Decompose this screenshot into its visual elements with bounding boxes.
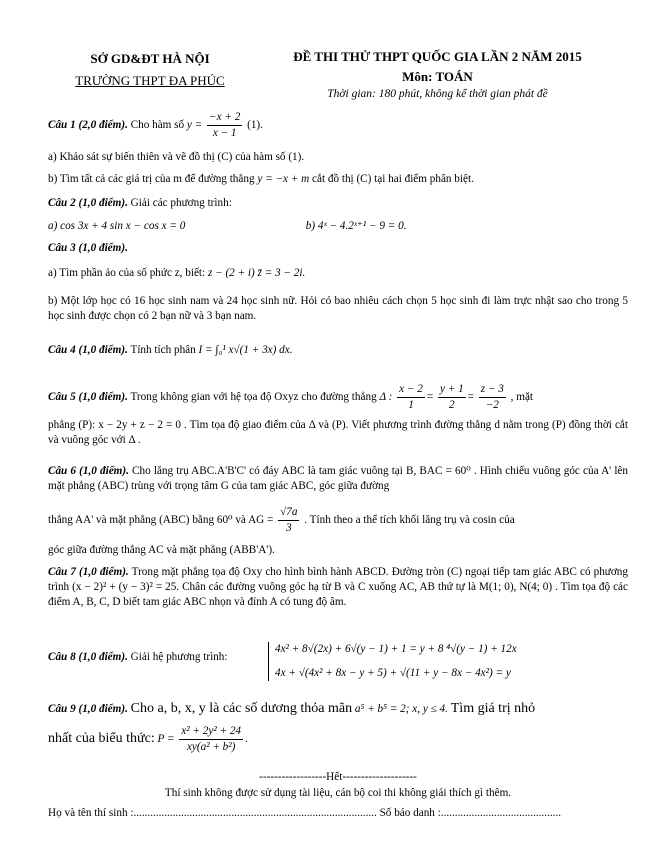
q1-b-math: y = −x + m xyxy=(257,173,310,185)
q6-ag-num: √7a xyxy=(278,505,299,521)
candidate-info xyxy=(48,806,628,821)
q6-text2-pre: thẳng AA' và mặt phẳng (ABC) bằng 60⁰ và AG = xyxy=(48,514,274,527)
question-2 xyxy=(48,196,628,211)
q9-label: Câu 9 (1,0 điểm). xyxy=(48,703,128,715)
q2-parts xyxy=(48,219,628,234)
q7-text: Trong mặt phẳng tọa độ Oxy cho hình bình hành ABCD. Đường tròn (C) ngoại tiếp tam giác ABC có phương trình (x − 2)² + (y − 3)² = 25. Chân các đường vuông góc hạ từ B và C xuống AC, AB thứ tự là M(1; 0), N(4; 0) . Tìm tọa độ các điểm A, B, C, D biết tam giác ABC nhọn và đỉnh A có tung độ âm. xyxy=(48,566,628,609)
q5-f3-num: z − 3 xyxy=(479,382,506,398)
q1-func-denominator: x − 1 xyxy=(212,127,237,140)
q6-ag-fraction xyxy=(278,505,299,536)
q2-part-a: a) cos 3x + 4 sin x − cos x = 0 xyxy=(48,220,186,232)
q2-part-b: b) 4ˣ − 4.2ˣ⁺¹ − 9 = 0. xyxy=(305,220,407,232)
q3-part-b: b) Một lớp học có 16 học sinh nam và 24 học sinh nữ. Hỏi có bao nhiêu cách chọn 5 học sinh đi làm trực nhật sao cho trong 5 học sinh được chọn có 2 bạn nữ và 3 bạn nam. xyxy=(48,295,628,323)
q5-f1-den: 1 xyxy=(408,399,414,412)
department-name: SỞ GD&ĐT HÀ NỘI xyxy=(90,51,210,66)
q9-p-num: x² + 2y² + 24 xyxy=(179,724,243,740)
q5-f2-den: 2 xyxy=(449,399,455,412)
question-4 xyxy=(48,343,628,358)
q6-text3: góc giữa đường thẳng AC và mặt phẳng (ABB'A'). xyxy=(48,544,275,556)
q5-text3: phẳng (P): x − 2y + z − 2 = 0 . Tìm tọa độ giao điểm của Δ và (P). Viết phương trình đường thẳng d nằm trong (P) đồng thời cắt và vuông góc với Δ . xyxy=(48,419,628,447)
q5-text2: , mặt xyxy=(510,391,534,404)
q8-label: Câu 8 (1,0 điểm). xyxy=(48,651,128,663)
q1-func-lhs: y = xyxy=(186,119,203,132)
q4-math: I = ∫₀¹ x√(1 + 3x) dx. xyxy=(198,344,293,356)
q5-f2-num: y + 1 xyxy=(438,382,466,398)
subject: Môn: TOÁN xyxy=(402,68,473,84)
q6-ag-den: 3 xyxy=(286,522,292,535)
q6-line-2 xyxy=(48,505,628,536)
q8-eq2: 4x + √(4x² + 8x − y + 5) + √(11 + y − 8x − 4x²) = y xyxy=(275,667,511,680)
question-3 xyxy=(48,241,628,256)
q5-label: Câu 5 (1,0 điểm). xyxy=(48,391,128,404)
q3-label: Câu 3 (1,0 điểm). xyxy=(48,242,128,254)
header-right xyxy=(270,48,605,103)
question-1 xyxy=(48,110,628,141)
q1-part-a: a) Khảo sát sự biến thiên và vẽ đồ thị (C) của hàm số (1). xyxy=(48,151,305,163)
q4-label: Câu 4 (1,0 điểm). xyxy=(48,344,128,356)
time-note: Thời gian: 180 phút, không kể thời gian phát đề xyxy=(327,88,548,101)
question-7 xyxy=(48,565,628,610)
candidate-name-field: Họ và tên thí sinh :....................................................................................... xyxy=(48,807,377,819)
q5-fraction-3 xyxy=(479,382,506,413)
q1-b-post: cắt đồ thị (C) tại hai điểm phân biệt. xyxy=(312,173,474,185)
q1-func-fraction xyxy=(207,110,242,141)
q5-fraction-2 xyxy=(438,382,466,413)
q9-p-fraction xyxy=(179,724,243,755)
exam-title: ĐỀ THI THỬ THPT QUỐC GIA LẦN 2 NĂM 2015 xyxy=(293,49,582,64)
q1-part-b xyxy=(48,172,628,187)
q5-fraction-1 xyxy=(397,382,425,413)
q5-delta: Δ : xyxy=(379,391,393,404)
q1-tag: (1). xyxy=(247,119,263,132)
q9-text3: nhất của biểu thức: xyxy=(48,731,155,747)
question-5: Câu 5 (1,0 điểm). Trong không gian với hệ tọa độ Oxyz cho đường thẳng Δ : $\frac{x - 2}{1}$ = $\frac{y + 1}{2}$ = $\frac{z - 3}{-2}$ , mặt xyxy=(48,382,628,413)
q1-label: Câu 1 (2,0 điểm). xyxy=(48,119,128,132)
q9-p-den: xy(a² + b²) xyxy=(186,741,236,754)
q5-text1: Trong không gian với hệ tọa độ Oxyz cho đường thẳng xyxy=(130,391,377,404)
q1-func-numerator: −x + 2 xyxy=(207,110,242,126)
candidate-id-field: Số báo danh :........................................... xyxy=(379,807,562,819)
q4-intro: Tính tích phân xyxy=(130,344,196,356)
q3-a-pre: a) Tìm phần ảo của số phức z, biết: xyxy=(48,267,206,279)
q8-system xyxy=(268,642,615,681)
exam-note: Thí sinh không được sử dụng tài liệu, cán bộ coi thi không giải thích gì thêm. xyxy=(164,787,512,799)
q9-p-lhs: P = xyxy=(157,733,175,746)
q9-line-2: nhất của biểu thức: P = $\frac{\text{x² + 2y² + 24}}{\text{xy(a² + b²)}}$ . xyxy=(48,724,628,755)
header-left xyxy=(55,50,245,89)
q9-text2: Tìm giá trị nhỏ xyxy=(450,701,536,716)
q2-label: Câu 2 (1,0 điểm). xyxy=(48,197,128,209)
q3-part-a xyxy=(48,266,628,281)
question-9 xyxy=(48,700,628,719)
q8-intro: Giải hệ phương trình: xyxy=(130,651,228,663)
end-marker: ------------------Hết-------------------- xyxy=(259,771,417,783)
q9-cond: a⁵ + b⁵ = 2; x, y ≤ 4. xyxy=(354,703,448,715)
q6-text1: Cho lăng trụ ABC.A'B'C' có đáy ABC là tam giác vuông tại B, BAC = 60⁰ . Hình chiếu vuông góc của A' lên mặt phẳng (ABC) trùng với trọng tâm G của tam giác ABC, góc giữa đường xyxy=(48,465,628,493)
q2-intro: Giải các phương trình: xyxy=(130,197,232,209)
question-6 xyxy=(48,464,628,494)
q8-eq1: 4x² + 8√(2x) + 6√(y − 1) + 1 = y + 8 ⁴√(y − 1) + 12x xyxy=(275,643,517,655)
q5-f3-den: −2 xyxy=(485,399,499,412)
q7-label: Câu 7 (1,0 điểm). xyxy=(48,566,129,578)
q9-text1: Cho a, b, x, y là các số dương thỏa mãn xyxy=(130,701,353,716)
q6-text2-post: . Tính theo a thể tích khối lăng trụ và cosin của xyxy=(304,514,515,527)
q6-label: Câu 6 (1,0 điểm). xyxy=(48,465,129,477)
school-name: TRƯỜNG THPT ĐA PHÚC xyxy=(75,72,225,88)
q5-f1-num: x − 2 xyxy=(397,382,425,398)
q1-b-pre: b) Tìm tất cả các giá trị của m để đường thẳng xyxy=(48,173,255,185)
q1-intro: Cho hàm số xyxy=(130,119,185,132)
q3-a-math: z − (2 + i) z̄ = 3 − 2i. xyxy=(207,267,306,279)
